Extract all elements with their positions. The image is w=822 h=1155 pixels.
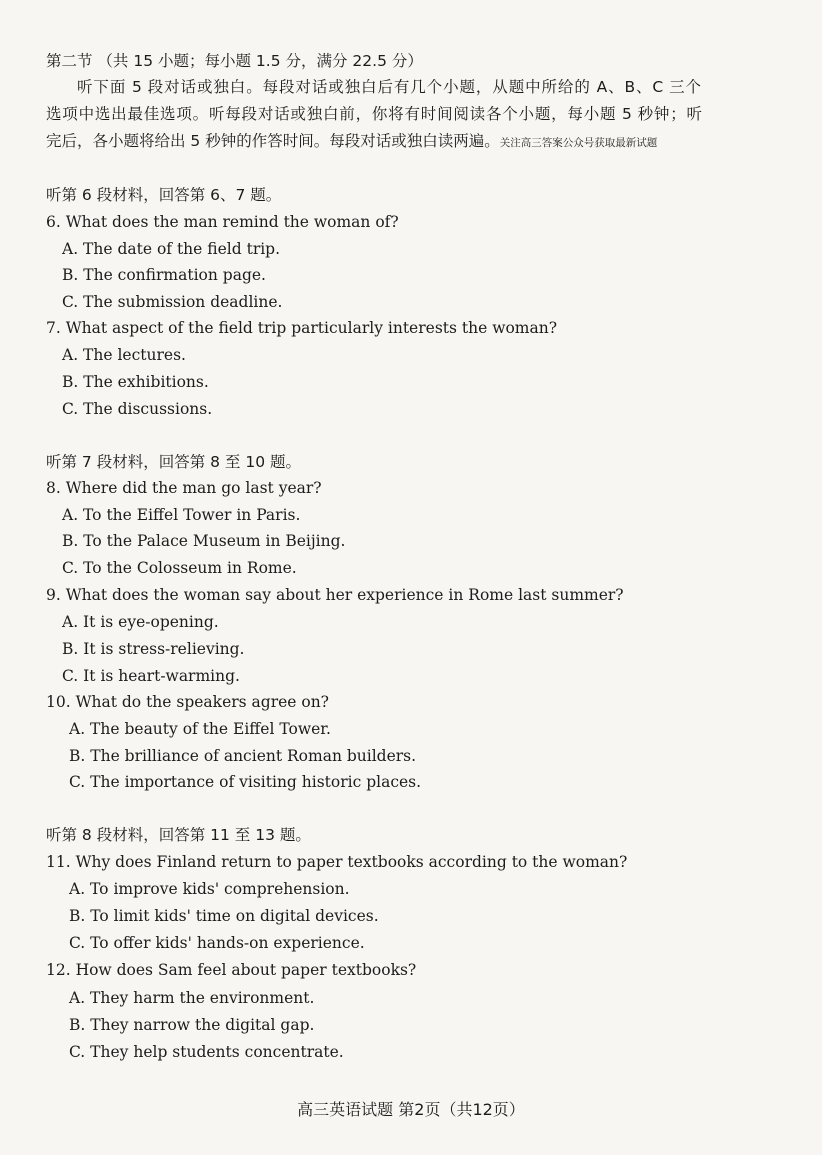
option-9c: C. It is heart-warming. bbox=[62, 667, 240, 685]
option-7b: B. The exhibitions. bbox=[62, 373, 209, 391]
question-10: 10. What do the speakers agree on? bbox=[46, 693, 329, 711]
page-footer: 高三英语试题 第2页（共12页） bbox=[297, 1100, 525, 1119]
option-7a: A. The lectures. bbox=[62, 346, 186, 364]
option-6a: A. The date of the field trip. bbox=[62, 240, 281, 258]
option-10b: B. The brilliance of ancient Roman builders. bbox=[69, 747, 417, 765]
instruction-line: 听下面 5 段对话或独白。每段对话或独白后有几个小题，从题中所给的 A、B、C 三个 bbox=[77, 78, 701, 96]
option-6b: B. The confirmation page. bbox=[62, 266, 266, 284]
option-6c: C. The submission deadline. bbox=[62, 293, 283, 311]
option-12b: B. They narrow the digital gap. bbox=[69, 1016, 315, 1034]
instruction-line: 选项中选出最佳选项。听每段对话或独白前，你将有时间阅读各个小题，每小题 5 秒钟；听 bbox=[46, 105, 702, 123]
instruction-text: 完后，各小题将给出 5 秒钟的作答时间。每段对话或独白读两遍。 bbox=[46, 132, 500, 150]
option-12c: C. They help students concentrate. bbox=[69, 1043, 344, 1061]
option-11a: A. To improve kids' comprehension. bbox=[69, 880, 350, 898]
question-12: 12. How does Sam feel about paper textbooks? bbox=[46, 961, 417, 979]
group-heading: 听第 6 段材料，回答第 6、7 题。 bbox=[46, 186, 282, 204]
option-8b: B. To the Palace Museum in Beijing. bbox=[62, 532, 346, 550]
option-11c: C. To offer kids' hands-on experience. bbox=[69, 934, 365, 952]
option-11b: B. To limit kids' time on digital devices. bbox=[69, 907, 379, 925]
option-10a: A. The beauty of the Eiffel Tower. bbox=[69, 720, 331, 738]
section-heading: 第二节 （共 15 小题；每小题 1.5 分，满分 22.5 分） bbox=[46, 52, 423, 70]
option-10c: C. The importance of visiting historic places. bbox=[69, 773, 422, 791]
group-heading: 听第 7 段材料，回答第 8 至 10 题。 bbox=[46, 453, 302, 471]
question-11: 11. Why does Finland return to paper textbooks according to the woman? bbox=[46, 853, 628, 871]
watermark-note: 关注高三答案公众号获取最新试题 bbox=[499, 137, 658, 149]
question-9: 9. What does the woman say about her experience in Rome last summer? bbox=[46, 586, 624, 604]
option-12a: A. They harm the environment. bbox=[69, 989, 315, 1007]
question-7: 7. What aspect of the field trip particularly interests the woman? bbox=[46, 319, 558, 337]
option-8a: A. To the Eiffel Tower in Paris. bbox=[62, 506, 301, 524]
option-8c: C. To the Colosseum in Rome. bbox=[62, 559, 297, 577]
option-9a: A. It is eye-opening. bbox=[62, 613, 219, 631]
option-9b: B. It is stress-relieving. bbox=[62, 640, 245, 658]
instruction-line-final bbox=[46, 131, 657, 153]
question-6: 6. What does the man remind the woman of? bbox=[46, 213, 399, 231]
question-8: 8. Where did the man go last year? bbox=[46, 479, 322, 497]
group-heading: 听第 8 段材料，回答第 11 至 13 题。 bbox=[46, 826, 311, 844]
option-7c: C. The discussions. bbox=[62, 400, 213, 418]
